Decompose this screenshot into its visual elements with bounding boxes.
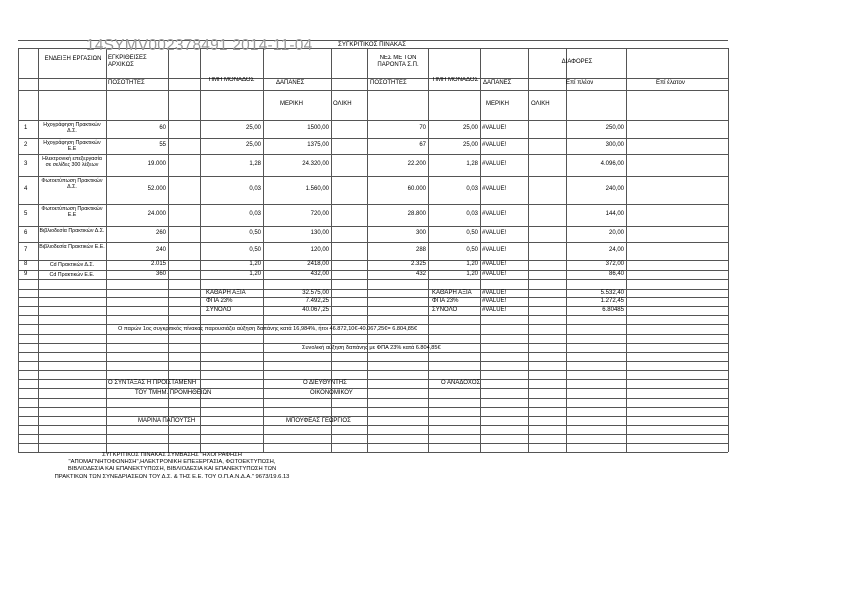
grid-line <box>18 361 728 362</box>
row-unit-price-1: 0,50 <box>249 247 261 253</box>
row-partial-cost-2: #VALUE! <box>482 211 507 217</box>
document-watermark: 14SYMV002378491 2014-11-04 <box>86 37 313 54</box>
row-description: Βιβλιοδεσία Πρακτικών Ε.Ε. <box>39 244 105 250</box>
grid-line <box>18 90 728 91</box>
header-costs-2: ΔΑΠΑΝΕΣ <box>483 80 512 86</box>
row-quantity-1: 60 <box>159 125 166 131</box>
totals-label-2: ΚΑΘΑΡΗ ΑΞΙΑ <box>432 290 472 296</box>
row-quantity-1: 2.015 <box>150 261 166 267</box>
grid-line <box>18 242 728 243</box>
row-partial-cost-2: #VALUE! <box>482 261 507 267</box>
signature-econ: ΟΙΚΟΝΟΜΙΚΟΥ <box>310 390 353 396</box>
row-diff-more: 240,00 <box>605 186 624 192</box>
grid-line <box>18 434 728 435</box>
row-diff-more: 4.096,00 <box>600 161 624 167</box>
row-diff-more: 24,00 <box>608 247 624 253</box>
row-unit-price-1: 0,03 <box>249 211 261 217</box>
row-unit-price-2: 0,50 <box>466 230 478 236</box>
row-diff-more: 86,40 <box>608 270 624 277</box>
row-description: Φωτοετύπωση Πρακτικών Ε.Ε <box>41 206 103 219</box>
grid-line <box>18 443 728 444</box>
row-description: Βιβλιοδεσία Πρακτικών Δ.Σ. <box>39 228 105 234</box>
row-partial-cost-2: #VALUE! <box>482 247 507 253</box>
row-number: 9 <box>24 270 28 277</box>
row-unit-price-1: 0,50 <box>249 230 261 236</box>
grid-line <box>18 176 728 177</box>
row-quantity-2: 70 <box>419 125 426 131</box>
row-number: 5 <box>24 211 28 217</box>
header-differences: ΔΙΑΦΟΡΕΣ <box>561 59 593 65</box>
row-quantity-2: 60.000 <box>407 186 426 192</box>
totals-value-2: #VALUE! <box>482 307 507 313</box>
totals-label-2: ΣΥΝΟΛΟ <box>432 307 458 313</box>
row-quantity-1: 52.000 <box>147 186 166 192</box>
row-quantity-2: 2.325 <box>410 261 426 267</box>
row-unit-price-2: 25,00 <box>462 142 478 148</box>
totals-diff: 1.272,45 <box>600 298 624 304</box>
totals-label-1: ΚΑΘΑΡΗ ΑΞΙΑ <box>206 290 246 296</box>
row-partial-cost-2: #VALUE! <box>482 186 507 192</box>
grid-line <box>18 120 728 121</box>
header-quantities-2: ΠΟΣΟΤΗΤΕΣ <box>370 80 407 86</box>
header-partial-2: ΜΕΡΙΚΗ <box>486 101 510 107</box>
row-partial-cost-1: 1375,00 <box>307 142 329 148</box>
row-number: 1 <box>24 125 28 131</box>
row-description: Ηχογράφηση Πρακτικών Δ.Σ. <box>43 122 101 135</box>
signature-director: Ο ΔΙΕΥΘΥΝΤΗΣ <box>303 380 347 386</box>
grid-line <box>18 334 728 335</box>
header-approved: ΕΓΚΡΙΘΕΙΣΕΣ ΑΡΧΙΚΩΣ <box>108 55 147 68</box>
row-number: 4 <box>24 186 28 192</box>
grid-line <box>18 370 728 371</box>
row-unit-price-1: 1,28 <box>249 161 261 167</box>
row-partial-cost-1: 2418,00 <box>307 261 329 267</box>
grid-line <box>18 48 19 452</box>
grid-line <box>18 388 728 389</box>
row-quantity-2: 432 <box>415 270 426 277</box>
totals-label-2: ΦΠΑ 23% <box>432 298 459 304</box>
totals-label-1: ΦΠΑ 23% <box>206 298 233 304</box>
row-description: Φωτοετύπωση Πρακτικών Δ.Σ. <box>41 178 103 191</box>
row-quantity-2: 22.200 <box>407 161 426 167</box>
grid-line <box>18 279 728 280</box>
grid-line <box>428 48 429 452</box>
row-quantity-1: 24.000 <box>147 211 166 217</box>
row-unit-price-1: 25,00 <box>245 125 261 131</box>
grid-line <box>528 48 529 452</box>
grid-line <box>626 48 627 452</box>
row-description: Ηλεκτρονική επεξεργασία σε σελίδες 300 λέξεων <box>42 156 102 169</box>
row-description: Cd Πρακτικών Ε.Ε. <box>49 272 95 278</box>
row-quantity-2: 67 <box>419 142 426 148</box>
row-number: 8 <box>24 261 28 267</box>
header-quantities-1: ΠΟΣΟΤΗΤΕΣ <box>108 80 145 86</box>
signature-name-2: ΜΠΟΥΦΕΑΣ ΓΕΩΡΓΙΟΣ <box>286 418 351 424</box>
row-partial-cost-1: 130,00 <box>310 230 329 236</box>
row-unit-price-2: 0,50 <box>466 247 478 253</box>
row-description: Cd Πρακτικών Δ.Σ. <box>49 262 95 268</box>
grid-line <box>18 398 728 399</box>
grid-line <box>18 138 728 139</box>
header-costs-1: ΔΑΠΑΝΕΣ <box>276 80 305 86</box>
grid-line <box>18 154 728 155</box>
summary-line-2: Συνολική αύξηση δαπάνης με ΦΠΑ 23% κατά 6.804,85€ <box>302 345 441 351</box>
grid-line <box>18 425 728 426</box>
grid-line <box>18 204 728 205</box>
row-unit-price-1: 1,20 <box>249 261 261 267</box>
header-less: Επί έλατον <box>656 80 685 86</box>
grid-line <box>18 226 728 227</box>
row-unit-price-2: 1,20 <box>466 261 478 267</box>
row-partial-cost-1: 120,00 <box>310 247 329 253</box>
row-number: 2 <box>24 142 28 148</box>
totals-value-1: 7.492,25 <box>305 298 329 304</box>
row-partial-cost-1: 432,00 <box>310 270 329 277</box>
signature-composed: Ο ΣΥΝΤΑΞΑΣ Η ΠΡΟΙΣΤΑΜΕΝΗ <box>108 380 197 386</box>
grid-line <box>566 48 567 452</box>
row-partial-cost-1: 720,00 <box>310 211 329 217</box>
header-total-1: ΟΛΙΚΗ <box>333 101 352 107</box>
row-number: 7 <box>24 247 28 253</box>
grid-line <box>263 48 264 452</box>
row-diff-more: 372,00 <box>605 261 624 267</box>
header-total-2: ΟΛΙΚΗ <box>531 101 550 107</box>
row-unit-price-2: 0,03 <box>466 186 478 192</box>
signature-dept: ΤΟΥ ΤΜΗΜ. ΠΡΟΜΗΘΕΙΩΝ <box>135 390 212 396</box>
row-number: 3 <box>24 161 28 167</box>
table-title: ΣΥΓΚΡΙΤΙΚΟΣ ΠΙΝΑΚΑΣ <box>338 41 406 48</box>
header-more: Επί πλέον <box>566 80 594 86</box>
row-number: 6 <box>24 230 28 236</box>
grid-line <box>18 343 728 344</box>
grid-line <box>18 78 728 79</box>
row-partial-cost-1: 1.560,00 <box>305 186 329 192</box>
row-quantity-2: 300 <box>415 230 426 236</box>
grid-line <box>106 48 107 452</box>
row-quantity-2: 288 <box>415 247 426 253</box>
row-partial-cost-1: 1500,00 <box>307 125 329 131</box>
header-unit-price-2: ΤΙΜΗ ΜΟΝΑΔΟΣ <box>431 77 479 83</box>
row-partial-cost-2: #VALUE! <box>482 161 507 167</box>
row-unit-price-2: 1,20 <box>466 270 478 277</box>
row-quantity-1: 360 <box>155 270 166 277</box>
row-diff-more: 250,00 <box>605 125 624 131</box>
row-unit-price-1: 25,00 <box>245 142 261 148</box>
row-quantity-1: 260 <box>155 230 166 236</box>
summary-line-1: Ο παρών 1ος συγκριτικός πίνακας παρουσιάζει αύξηση δαπάνης κατά 16,984%, ήτοι 46.872,10€-40.067,25€= 6.804,85€ <box>118 326 418 332</box>
row-quantity-2: 28.800 <box>407 211 426 217</box>
header-partial-1: ΜΕΡΙΚΗ <box>280 101 304 107</box>
grid-line <box>18 416 728 417</box>
grid-line <box>18 407 728 408</box>
header-tasks: ΕΝΔΕΙΞΗ ΕΡΓΑΣΙΩΝ <box>44 56 102 62</box>
grid-line <box>480 48 481 452</box>
row-diff-more: 20,00 <box>608 230 624 236</box>
header-new: ΝΕΣ ΜΕ ΤΟΝ ΠΑΡΟΝΤΑ Σ.Π. <box>377 55 419 68</box>
row-unit-price-2: 1,28 <box>466 161 478 167</box>
row-quantity-1: 55 <box>159 142 166 148</box>
header-unit-price-1: ΤΙΜΗ ΜΟΝΑΔΟΣ <box>207 77 255 83</box>
row-partial-cost-2: #VALUE! <box>482 230 507 236</box>
row-unit-price-1: 1,20 <box>249 270 261 277</box>
row-unit-price-2: 0,03 <box>466 211 478 217</box>
grid-line <box>18 324 728 325</box>
row-diff-more: 144,00 <box>605 211 624 217</box>
grid-line <box>18 352 728 353</box>
row-diff-more: 300,00 <box>605 142 624 148</box>
row-partial-cost-2: #VALUE! <box>482 125 507 131</box>
totals-value-1: 32.575,00 <box>302 290 329 296</box>
grid-line <box>728 48 729 452</box>
totals-label-1: ΣΥΝΟΛΟ <box>206 307 232 313</box>
row-description: Ηχογράφηση Πρακτικών Ε.Ε <box>43 140 101 153</box>
row-partial-cost-2: #VALUE! <box>482 270 507 277</box>
row-quantity-1: 19.000 <box>147 161 166 167</box>
row-quantity-1: 240 <box>155 247 166 253</box>
row-unit-price-1: 0,03 <box>249 186 261 192</box>
grid-line <box>367 48 368 452</box>
totals-diff: 6.80485 <box>602 307 624 313</box>
totals-value-1: 40.067,25 <box>302 307 329 313</box>
totals-diff: 5.532,40 <box>600 290 624 296</box>
totals-value-2: #VALUE! <box>482 298 507 304</box>
signature-contractor: Ο ΑΝΑΔΟΧΟΣ <box>441 380 481 386</box>
row-partial-cost-1: 24.320,00 <box>302 161 329 167</box>
row-partial-cost-2: #VALUE! <box>482 142 507 148</box>
grid-line <box>18 315 728 316</box>
signature-name-1: ΜΑΡΙΝΑ ΠΑΠΟΥΤΣΗ <box>138 418 196 424</box>
row-unit-price-2: 25,00 <box>462 125 478 131</box>
totals-value-2: #VALUE! <box>482 290 507 296</box>
contract-footnote: ΣΥΓΚΡΙΤΙΚΟΣ ΠΙΝΑΚΑΣ ΣΥΜΒΑΣΗΣ "ΗΧΟΓΡΑΦΗΣΗ "ΑΠΟΜΑΓΝΗΤΟΦΩΝΗΣΗ",ΗΛΕΚΤΡΟΝΙΚΗ ΕΠΕΞΕΡΓΑΣΙΑ, ΦΩΤΟΕΚΤΥΠΩΣΗ, ΒΙΒΛΙΟΔΕΣΙΑ ΚΑΙ ΕΠΑΝΕΚΤΥΠΩΣΗ, ΒΙΒΛΙΟΔΕΣΙΑ ΚΑΙ ΕΠΑΝΕΚΤΥΠΩΣΗ ΤΩΝ ΠΡΑΚΤΙΚΩΝ ΤΩΝ ΣΥΝΕΔΡΙΑΣΕΩΝ ΤΟΥ Δ.Σ. & ΤΗΣ Ε.Ε. ΤΟΥ Ο.Π.Α.Ν.Δ.Α." 9673/19.6.13 <box>54 452 290 480</box>
